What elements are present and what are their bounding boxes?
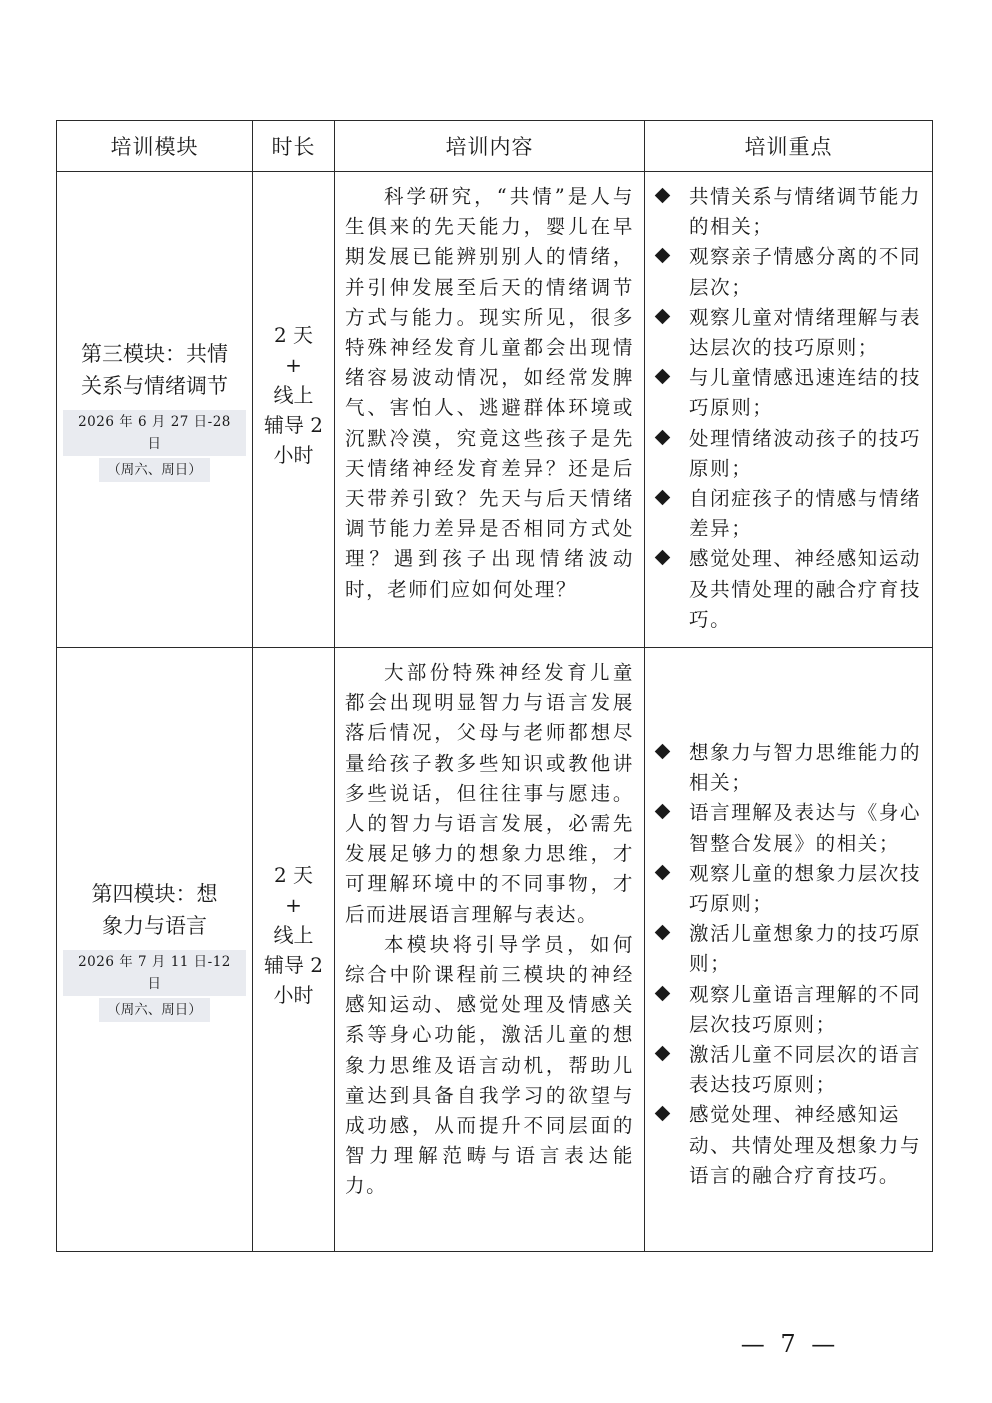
focus-list bbox=[655, 738, 924, 1191]
focus-item: 想象力与智力思维能力的相关； bbox=[655, 738, 924, 798]
module-date: 2026 年 7 月 11 日-12 日 bbox=[63, 950, 246, 996]
module-date: 2026 年 6 月 27 日-28 日 bbox=[63, 410, 246, 456]
duration-line: + bbox=[285, 352, 302, 377]
module-cell bbox=[57, 648, 253, 1252]
page-number: — 7 — bbox=[740, 1330, 840, 1358]
focus-item: 激活儿童不同层次的语言表达技巧原则； bbox=[655, 1040, 924, 1100]
duration-line: 辅导 2 bbox=[263, 952, 324, 977]
focus-item: 共情关系与情绪调节能力的相关； bbox=[655, 182, 924, 242]
duration-cell bbox=[253, 172, 335, 648]
module-weekday: （周六、周日） bbox=[99, 998, 210, 1022]
content-paragraph: 本模块将引导学员，如何综合中阶课程前三模块的神经感知运动、感觉处理及情感关系等身心功能，激活儿童的想象力思维及语言动机，帮助儿童达到具备自我学习的欲望与成功感，从而提升不同层面的智力理解范畴与语言表达能力。 bbox=[345, 932, 634, 1198]
duration-line: 2 天 bbox=[273, 862, 314, 887]
diamond-bullet-icon bbox=[655, 490, 671, 506]
module-title: 第四模块：想象力与语言 bbox=[91, 881, 218, 938]
content-paragraph: 科学研究，“共情”是人与生俱来的先天能力，婴儿在早期发展已能辨别别人的情绪，并引伸发展至后天的情绪调节方式与能力。现实所见，很多特殊神经发育儿童都会出现情绪容易波动情况，如经常发脾气、害怕人、逃避群体环境或沉默冷漠，究竟这些孩子是先天情绪神经发育差异？还是后天带养引致？先天与后天情绪调节能力差异是否相同方式处理？遇到孩子出现情绪波动时，老师们应如何处理？ bbox=[345, 185, 634, 601]
focus-item: 与儿童情感迅速连结的技巧原则； bbox=[655, 363, 924, 423]
module-weekday: （周六、周日） bbox=[99, 458, 210, 482]
duration-line: 小时 bbox=[273, 442, 314, 467]
focus-item: 自闭症孩子的情感与情绪差异； bbox=[655, 484, 924, 544]
module-cell bbox=[57, 172, 253, 648]
table-row bbox=[57, 648, 933, 1252]
content-cell bbox=[335, 172, 645, 648]
focus-item: 处理情绪波动孩子的技巧原则； bbox=[655, 424, 924, 484]
focus-item: 观察儿童语言理解的不同层次技巧原则； bbox=[655, 980, 924, 1040]
module-title: 第三模块：共情关系与情绪调节 bbox=[81, 341, 228, 398]
diamond-bullet-icon bbox=[655, 865, 671, 881]
duration-line: 2 天 bbox=[273, 322, 314, 347]
table-header-row bbox=[57, 121, 933, 172]
duration-line: 辅导 2 bbox=[263, 412, 324, 437]
header-focus: 培训重点 bbox=[645, 121, 933, 172]
focus-item: 感觉处理、神经感知运动及共情处理的融合疗育技巧。 bbox=[655, 544, 924, 635]
diamond-bullet-icon bbox=[655, 804, 671, 820]
duration-line: 线上 bbox=[273, 382, 314, 407]
focus-item: 观察儿童的想象力层次技巧原则； bbox=[655, 859, 924, 919]
diamond-bullet-icon bbox=[655, 985, 671, 1001]
table-row bbox=[57, 172, 933, 648]
duration-line: 线上 bbox=[273, 922, 314, 947]
focus-item: 语言理解及表达与《身心智整合发展》的相关； bbox=[655, 798, 924, 858]
diamond-bullet-icon bbox=[655, 744, 671, 760]
focus-list bbox=[655, 182, 924, 635]
content-paragraph: 大部份特殊神经发育儿童都会出现明显智力与语言发展落后情况，父母与老师都想尽量给孩子教多些知识或教他讲多些说话，但往往事与愿违。人的智力与语言发展，必需先发展足够力的想象力思维，才可理解环境中的不同事物，才后而进展语言理解与表达。 bbox=[345, 661, 634, 926]
diamond-bullet-icon bbox=[655, 550, 671, 566]
focus-item: 观察亲子情感分离的不同层次； bbox=[655, 242, 924, 302]
focus-cell bbox=[645, 172, 933, 648]
focus-cell bbox=[645, 648, 933, 1252]
header-content: 培训内容 bbox=[335, 121, 645, 172]
duration-line: 小时 bbox=[273, 982, 314, 1007]
focus-item: 感觉处理、神经感知运动、共情处理及想象力与语言的融合疗育技巧。 bbox=[655, 1100, 924, 1191]
diamond-bullet-icon bbox=[655, 429, 671, 445]
focus-item: 激活儿童想象力的技巧原则； bbox=[655, 919, 924, 979]
diamond-bullet-icon bbox=[655, 1106, 671, 1122]
duration-cell bbox=[253, 648, 335, 1252]
diamond-bullet-icon bbox=[655, 188, 671, 204]
content-cell bbox=[335, 648, 645, 1252]
diamond-bullet-icon bbox=[655, 309, 671, 325]
diamond-bullet-icon bbox=[655, 925, 671, 941]
duration-line: + bbox=[285, 892, 302, 917]
focus-item: 观察儿童对情绪理解与表达层次的技巧原则； bbox=[655, 303, 924, 363]
diamond-bullet-icon bbox=[655, 369, 671, 385]
header-duration: 时长 bbox=[253, 121, 335, 172]
diamond-bullet-icon bbox=[655, 248, 671, 264]
header-module: 培训模块 bbox=[57, 121, 253, 172]
training-schedule-table bbox=[56, 120, 933, 1252]
diamond-bullet-icon bbox=[655, 1046, 671, 1062]
